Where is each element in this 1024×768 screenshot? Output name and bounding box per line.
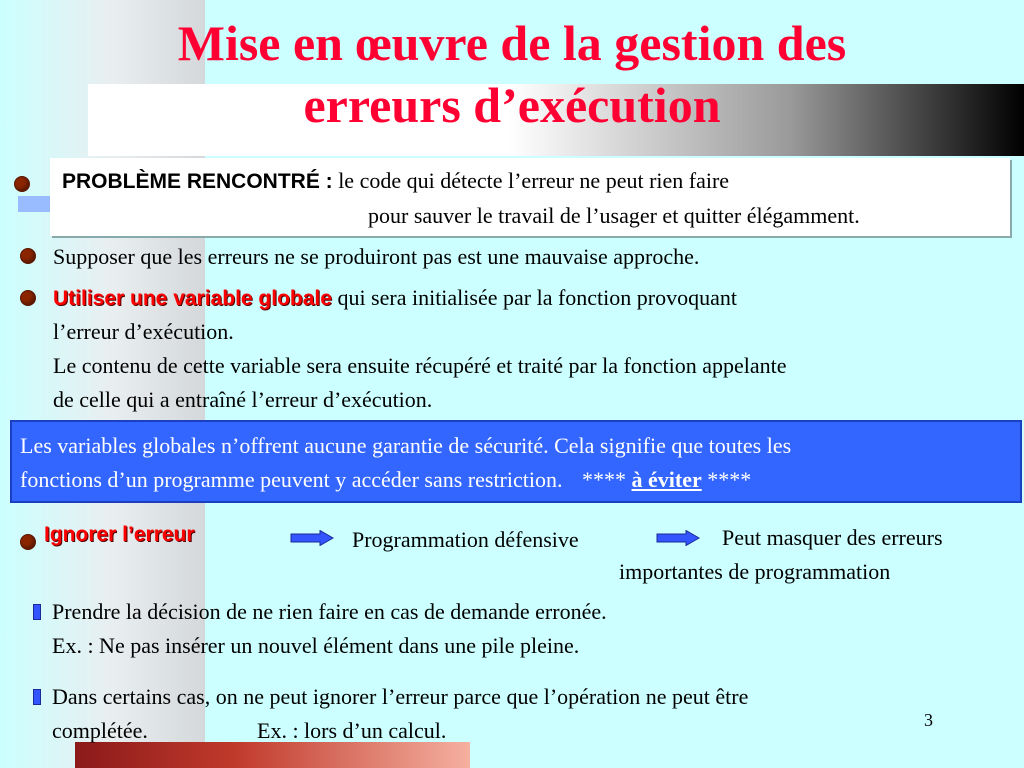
- title-line-2: erreurs d’exécution: [303, 77, 721, 133]
- problem-text-2: pour sauver le travail de l’usager et quitter élégamment.: [368, 203, 860, 228]
- bullet-suppose: Supposer que les erreurs ne se produiront pas est une mauvaise approche.: [53, 244, 700, 269]
- warning-line-2: [20, 463, 751, 496]
- defensive-programming: Programmation défensive: [352, 527, 579, 552]
- right-arrow-icon: [656, 530, 700, 546]
- warning-stars-right: ****: [707, 467, 752, 492]
- sub-bullet-a-line-1: Prendre la décision de ne rien faire en cas de demande erronée.: [52, 599, 607, 624]
- problem-label: PROBLÈME RENCONTRÉ :: [62, 170, 333, 193]
- warning-text-2: fonctions d’un programme peuvent y accéder sans restriction.: [20, 467, 563, 492]
- global-text-4: de celle qui a entraîné l’erreur d’exécution.: [53, 387, 433, 412]
- consequence-line-1: Peut masquer des erreurs: [722, 525, 943, 550]
- warning-stars-left: ****: [581, 467, 626, 492]
- bullet-global-line-1: [53, 281, 737, 315]
- bullet-dot: [20, 248, 36, 264]
- page-number: 3: [924, 710, 933, 730]
- sub-bullet-a-line-2: Ex. : Ne pas insérer un nouvel élément dans une pile pleine.: [52, 633, 580, 658]
- consequence-line-2: importantes de programmation: [619, 559, 891, 584]
- global-text-2: l’erreur d’exécution.: [53, 319, 234, 344]
- sub-bullet-marker: [33, 689, 41, 705]
- slide-title: [0, 12, 1024, 136]
- bullet-dot: [20, 534, 36, 550]
- sub-bullet-b-line-2b: Ex. : lors d’un calcul.: [257, 718, 447, 743]
- warning-line-1: Les variables globales n’offrent aucune garantie de sécurité. Cela signifie que toutes les: [20, 433, 792, 458]
- right-arrow-icon: [290, 530, 334, 546]
- bullet-dot: [14, 176, 30, 192]
- problem-box: [50, 158, 1010, 236]
- global-variable-label: Utiliser une variable globale: [53, 287, 332, 310]
- title-line-1: Mise en œuvre de la gestion des: [177, 15, 847, 71]
- sub-bullet-b-line-2a: complétée.: [52, 718, 148, 743]
- global-text-1: qui sera initialisée par la fonction provoquant: [337, 285, 737, 310]
- problem-text-1: le code qui détecte l’erreur ne peut rien faire: [338, 168, 730, 193]
- warning-box: [10, 420, 1022, 503]
- sub-bullet-b-line-1: Dans certains cas, on ne peut ignorer l’erreur parce que l’opération ne peut être: [52, 684, 749, 709]
- sub-bullet-marker: [33, 604, 41, 620]
- bullet-dot: [20, 290, 36, 306]
- decorative-blue-block: [18, 196, 50, 212]
- global-text-3: Le contenu de cette variable sera ensuite récupéré et traité par la fonction appelante: [53, 353, 787, 378]
- avoid-label: à éviter: [631, 467, 702, 492]
- problem-line-1: [62, 164, 729, 198]
- ignore-error-label: Ignorer l’erreur: [44, 523, 195, 546]
